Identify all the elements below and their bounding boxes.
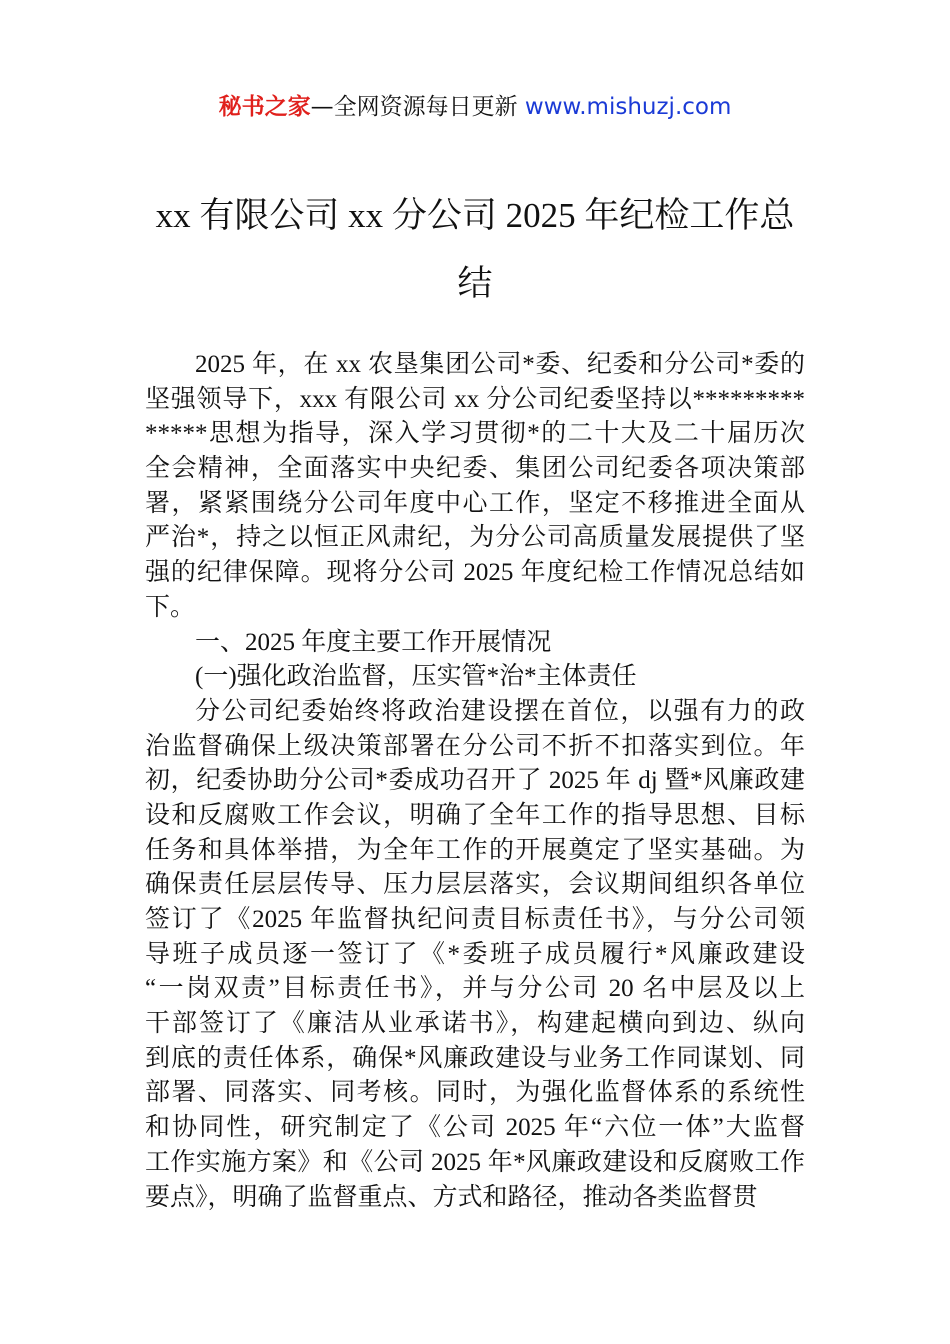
text-line: 初，纪委协助分公司*委成功召开了 2025 年 dj 暨*风廉政建	[145, 767, 805, 795]
text-line: 分公司纪委始终将政治建设摆在首位，以强有力的政	[195, 697, 805, 725]
text-line: 强的纪律保障。现将分公司 2025 年度纪检工作情况总结如	[145, 559, 805, 587]
text-line: 下。	[145, 593, 196, 621]
text-line: 确保责任层层传导、压力层层落实，会议期间组织各单位	[145, 871, 805, 899]
text-line: “一岗双责”目标责任书》，并与分公司 20 名中层及以上	[145, 975, 805, 1003]
paragraph	[145, 695, 805, 1215]
text-line: (一)强化政治监督，压实管*治*主体责任	[195, 663, 637, 691]
text-line: *****思想为指导，深入学习贯彻*的二十大及二十届历次	[145, 420, 805, 448]
text-line: 部署、同落实、同考核。同时，为强化监督体系的系统性	[145, 1079, 805, 1107]
brand-name: 秘书之家	[218, 94, 311, 120]
title-line: 结	[457, 264, 493, 303]
header-tagline: —全网资源每日更新	[310, 94, 525, 120]
text-line: 和协同性，研究制定了《公司 2025 年“六位一体”大监督	[145, 1114, 805, 1142]
title-line: xx 有限公司 xx 分公司 2025 年纪检工作总	[155, 196, 795, 235]
document-title	[145, 182, 805, 318]
text-line: 署，紧紧围绕分公司年度中心工作，坚定不移推进全面从	[145, 489, 805, 517]
text-line: 设和反腐败工作会议，明确了全年工作的指导思想、目标	[145, 801, 805, 829]
paragraph	[145, 348, 805, 626]
text-line: 签订了《2025 年监督执纪问责目标责任书》，与分公司领	[145, 906, 805, 933]
paragraph	[145, 626, 805, 661]
site-header	[0, 88, 950, 121]
text-line: 严治*，持之以恒正风肃纪，为分公司高质量发展提供了坚	[145, 524, 805, 552]
paragraph	[145, 660, 805, 695]
text-line: 坚强领导下，xxx 有限公司 xx 分公司纪委坚持以*********	[145, 385, 805, 413]
site-url-link[interactable]: www.mishuzj.com	[524, 94, 732, 120]
text-line: 导班子成员逐一签订了《*委班子成员履行*风廉政建设	[145, 940, 805, 968]
text-line: 2025 年，在 xx 农垦集团公司*委、纪委和分公司*委的	[195, 351, 805, 378]
text-line: 一、2025 年度主要工作开展情况	[195, 628, 552, 656]
text-line: 任务和具体举措，为全年工作的开展奠定了坚实基础。为	[145, 836, 805, 864]
text-line: 全会精神，全面落实中央纪委、集团公司纪委各项决策部	[145, 455, 805, 483]
text-line: 干部签订了《廉洁从业承诺书》，构建起横向到边、纵向	[145, 1010, 805, 1038]
text-line: 到底的责任体系，确保*风廉政建设与业务工作同谋划、同	[145, 1044, 805, 1072]
document-body	[145, 348, 805, 1215]
text-line: 要点》，明确了监督重点、方式和路径，推动各类监督贯	[145, 1183, 758, 1211]
text-line: 工作实施方案》和《公司 2025 年*风廉政建设和反腐败工作	[145, 1148, 805, 1176]
text-line: 治监督确保上级决策部署在分公司不折不扣落实到位。年	[145, 732, 805, 760]
